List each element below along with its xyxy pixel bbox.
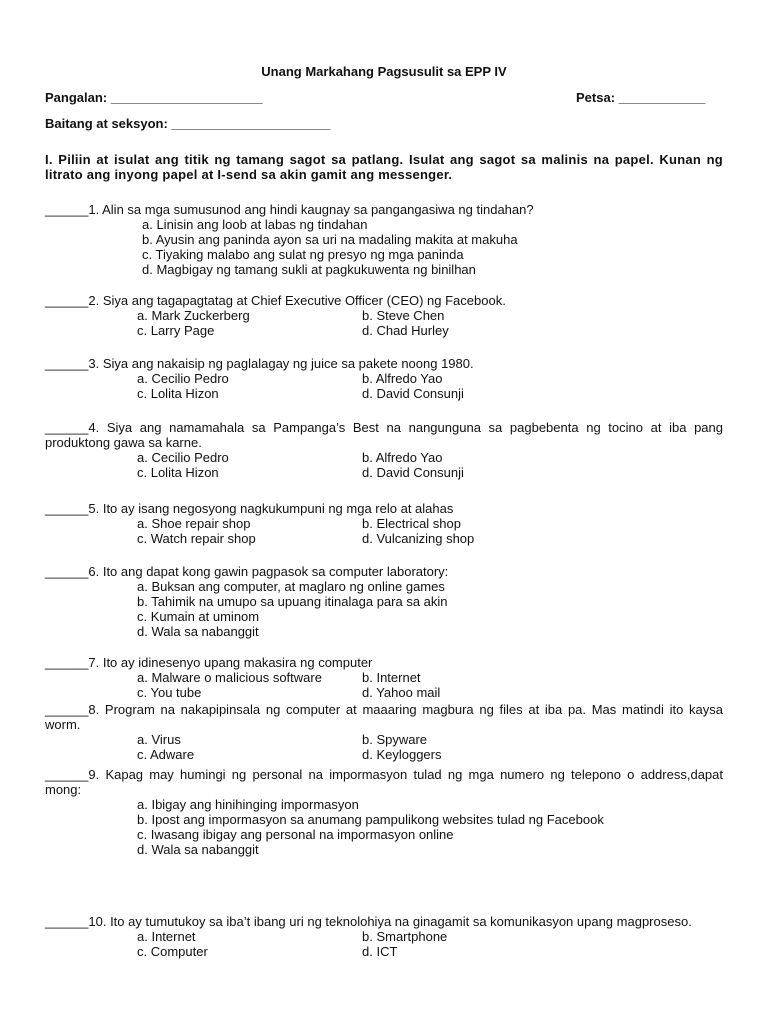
option-a: a. Malware o malicious software (137, 670, 322, 685)
question-10 (45, 914, 723, 959)
option-c: c. Adware (137, 747, 195, 762)
option-grid (137, 670, 723, 700)
instructions: I. Piliin at isulat ang titik ng tamang sagot sa patlang. Isulat ang sagot sa malinis na papel. Kunan ng litrato ang inyong papel at I-send sa akin gamit ang messenger. (45, 152, 723, 182)
option-b: b. Alfredo Yao (362, 450, 443, 465)
option-b: b. Smartphone (362, 929, 448, 944)
question-5 (45, 501, 723, 546)
option-d: d. Vulcanizing shop (362, 531, 475, 546)
option-d: d. Magbigay ng tamang sukli at pagkukuwenta ng binilhan (142, 262, 476, 277)
question-8 (45, 702, 723, 762)
option-d: d. David Consunji (362, 465, 464, 480)
question-3 (45, 356, 723, 401)
date-field: Petsa: ____________ (576, 90, 706, 105)
question-stem: ______8. Program na nakapipinsala ng computer at maaaring magbura ng files at iba pa. Mas matindi ito kaysa worm. (45, 702, 723, 732)
option-d: d. Chad Hurley (362, 323, 449, 338)
option-d: d. Wala sa nabanggit (137, 624, 259, 639)
option-c: c. You tube (137, 685, 202, 700)
option-c: c. Tiyaking malabo ang sulat ng presyo ng mga paninda (142, 247, 464, 262)
option-c: c. Computer (137, 944, 208, 959)
question-stem: ______9. Kapag may humingi ng personal na impormasyon tulad ng mga numero ng telepono o address,dapat mong: (45, 767, 723, 797)
option-b: b. Internet (362, 670, 421, 685)
question-stem: ______6. Ito ang dapat kong gawin pagpasok sa computer laboratory: (45, 564, 449, 579)
option-a: a. Cecilio Pedro (137, 371, 229, 386)
option-c: c. Watch repair shop (137, 531, 256, 546)
section-field: Baitang at seksyon: ______________________ (45, 116, 331, 131)
option-a: a. Virus (137, 732, 181, 747)
option-grid (137, 732, 723, 762)
question-stem: ______7. Ito ay idinesenyo upang makasira ng computer (45, 655, 373, 670)
question-stem: ______10. Ito ay tumutukoy sa iba’t ibang uri ng teknolohiya na ginagamit sa komunikasyon upang magproseso. (45, 914, 692, 929)
option-d: d. David Consunji (362, 386, 464, 401)
option-list (142, 217, 723, 277)
option-b: b. Steve Chen (362, 308, 445, 323)
option-a: a. Linisin ang loob at labas ng tindahan (142, 217, 368, 232)
option-d: d. ICT (362, 944, 398, 959)
option-a: a. Ibigay ang hinihinging impormasyon (137, 797, 359, 812)
question-9 (45, 767, 723, 857)
option-a: a. Cecilio Pedro (137, 450, 229, 465)
option-a: a. Mark Zuckerberg (137, 308, 250, 323)
option-a: a. Internet (137, 929, 196, 944)
option-b: b. Ipost ang impormasyon sa anumang pampulikong websites tulad ng Facebook (137, 812, 604, 827)
option-d: d. Yahoo mail (362, 685, 441, 700)
page-title: Unang Markahang Pagsusulit sa EPP IV (261, 64, 507, 79)
name-field: Pangalan: _____________________ (45, 90, 263, 105)
question-stem: ______4. Siya ang namamahala sa Pampanga’s Best na nangunguna sa pagbebenta ng tocino at iba pang produktong gawa sa karne. (45, 420, 723, 450)
option-c: c. Lolita Hizon (137, 386, 219, 401)
option-c: c. Kumain at uminom (137, 609, 260, 624)
option-grid (137, 308, 723, 338)
question-stem: ______2. Siya ang tagapagtatag at Chief Executive Officer (CEO) ng Facebook. (45, 293, 506, 308)
option-d: d. Keyloggers (362, 747, 442, 762)
option-b: b. Spyware (362, 732, 428, 747)
option-b: b. Electrical shop (362, 516, 461, 531)
option-a: a. Shoe repair shop (137, 516, 251, 531)
option-list (137, 579, 723, 639)
option-a: a. Buksan ang computer, at maglaro ng online games (137, 579, 445, 594)
option-c: c. Iwasang ibigay ang personal na impormasyon online (137, 827, 454, 842)
option-grid (137, 929, 723, 959)
option-b: b. Tahimik na umupo sa upuang itinalaga para sa akin (137, 594, 448, 609)
option-b: b. Ayusin ang paninda ayon sa uri na madaling makita at makuha (142, 232, 518, 247)
question-stem: ______3. Siya ang nakaisip ng paglalagay ng juice sa pakete noong 1980. (45, 356, 474, 371)
question-6 (45, 564, 723, 639)
option-c: c. Larry Page (137, 323, 215, 338)
question-4 (45, 420, 723, 480)
option-grid (137, 371, 723, 401)
option-c: c. Lolita Hizon (137, 465, 219, 480)
option-grid (137, 450, 723, 480)
question-stem: ______5. Ito ay isang negosyong nagkukumpuni ng mga relo at alahas (45, 501, 454, 516)
question-7 (45, 655, 723, 700)
option-grid (137, 516, 723, 546)
question-stem: ______1. Alin sa mga sumusunod ang hindi kaugnay sa pangangasiwa ng tindahan? (45, 202, 534, 217)
option-b: b. Alfredo Yao (362, 371, 443, 386)
option-d: d. Wala sa nabanggit (137, 842, 259, 857)
option-list (137, 797, 723, 857)
question-2 (45, 293, 723, 338)
question-1 (45, 202, 723, 277)
